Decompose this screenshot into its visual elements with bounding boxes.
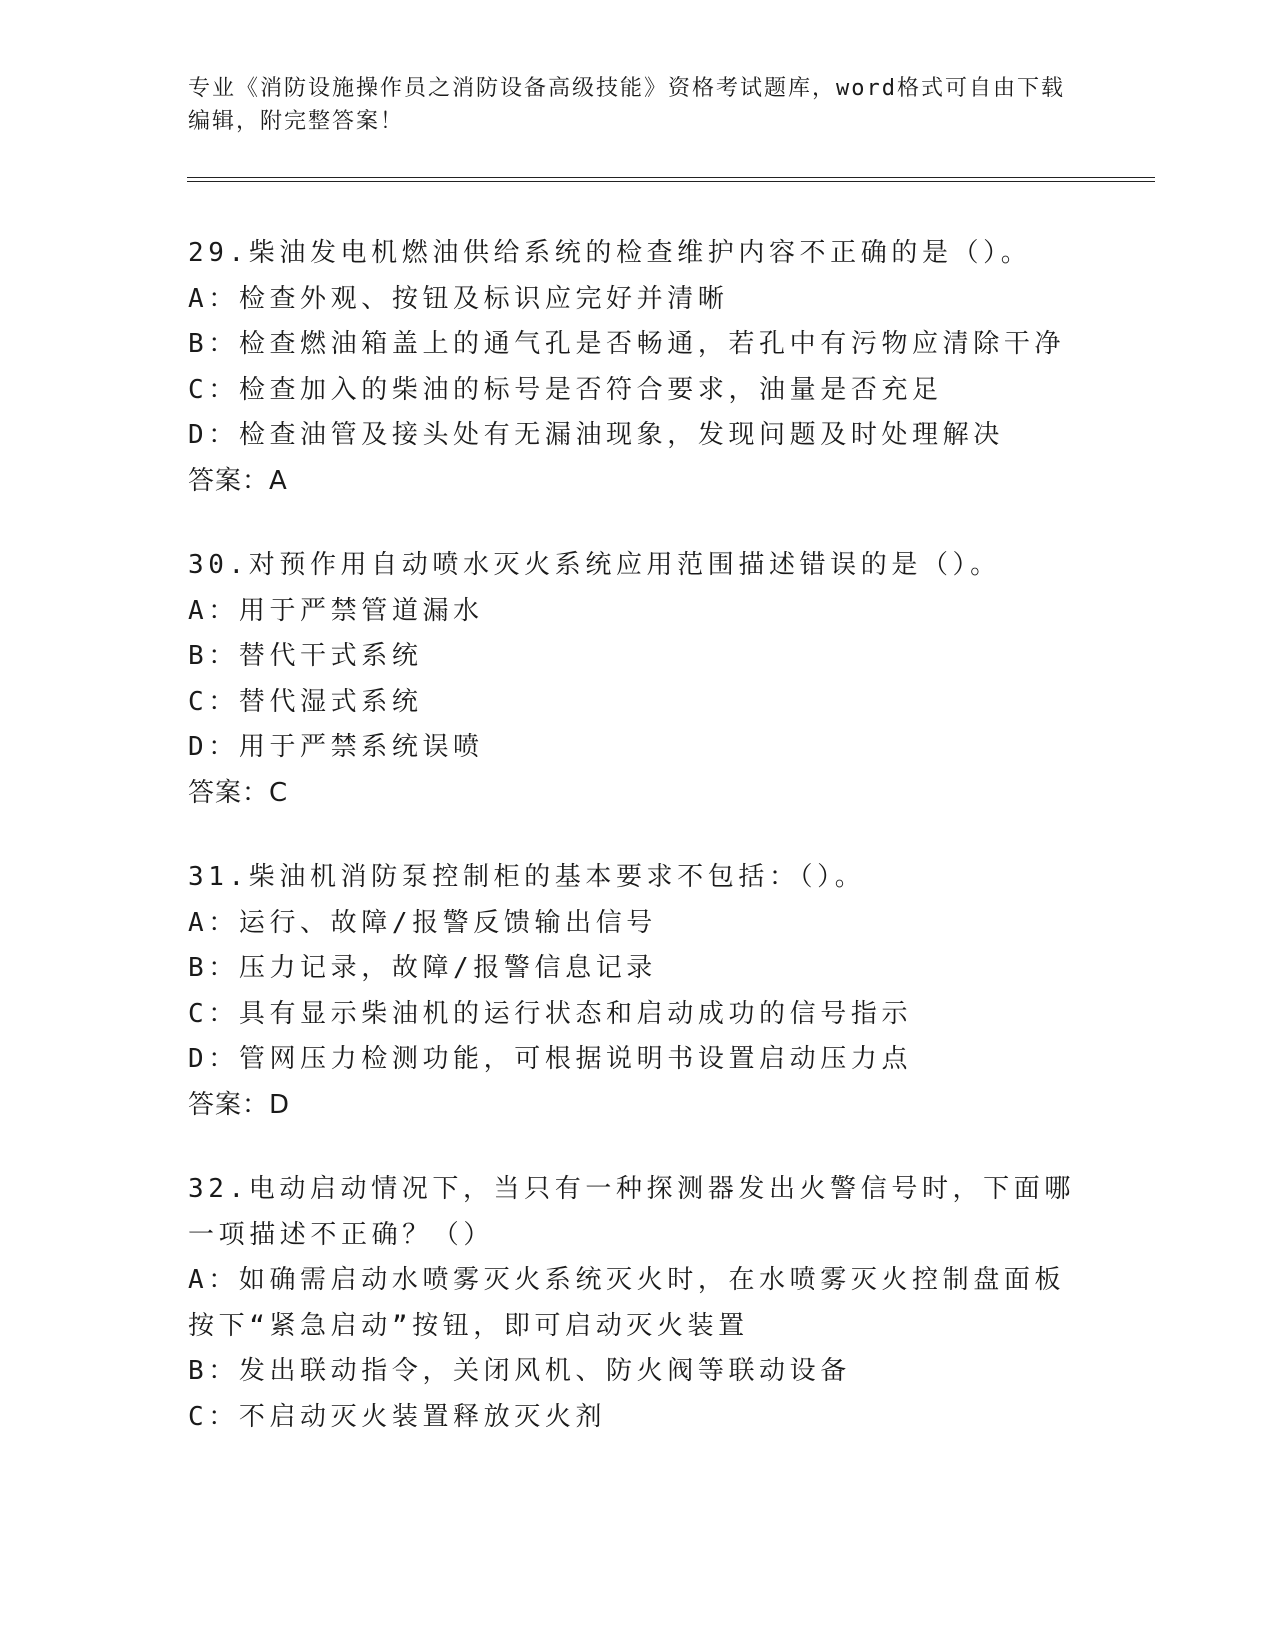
question-list <box>188 231 1088 1479</box>
option-a: A：用于严禁管道漏水 <box>188 595 484 626</box>
question-32 <box>188 1167 1088 1440</box>
question-stem: 32.电动启动情况下，当只有一种探测器发出火警信号时，下面哪一项描述不正确？（） <box>188 1174 1075 1250</box>
document-header: 专业《消防设施操作员之消防设备高级技能》资格考试题库，word格式可自由下载编辑，附完整答案！ <box>188 76 1065 134</box>
option-a: A：运行、故障/报警反馈输出信号 <box>188 907 657 938</box>
question-29 <box>188 231 1088 504</box>
option-c: C：替代湿式系统 <box>188 686 423 717</box>
option-b: B：替代干式系统 <box>188 641 423 671</box>
answer: 答案：A <box>188 465 288 496</box>
option-b: B：检查燃油箱盖上的通气孔是否畅通，若孔中有污物应清除干净 <box>188 329 1066 359</box>
header-divider-bottom <box>187 181 1155 182</box>
option-c: C：检查加入的柴油的标号是否符合要求，油量是否充足 <box>188 374 943 405</box>
option-c: C：具有显示柴油机的运行状态和启动成功的信号指示 <box>188 998 913 1029</box>
option-d: D：管网压力检测功能，可根据说明书设置启动压力点 <box>188 1044 913 1074</box>
answer: 答案：C <box>188 777 289 808</box>
header-divider-top <box>187 177 1155 178</box>
question-stem: 31.柴油机消防泵控制柜的基本要求不包括：（）。 <box>188 862 866 892</box>
option-b: B：压力记录，故障/报警信息记录 <box>188 953 657 983</box>
option-a: A：如确需启动水喷雾灭火系统灭火时，在水喷雾灭火控制盘面板按下“紧急启动”按钮，即可启动灭火装置 <box>188 1265 1066 1341</box>
option-c: C：不启动灭火装置释放灭火剂 <box>188 1401 607 1432</box>
question-31 <box>188 855 1088 1128</box>
question-30 <box>188 543 1088 816</box>
option-a: A：检查外观、按钮及标识应完好并清晰 <box>188 283 729 314</box>
answer: 答案：D <box>188 1089 291 1120</box>
option-b: B：发出联动指令，关闭风机、防火阀等联动设备 <box>188 1356 851 1386</box>
option-d: D：检查油管及接头处有无漏油现象，发现问题及时处理解决 <box>188 420 1004 450</box>
question-stem: 29.柴油发电机燃油供给系统的检查维护内容不正确的是（）。 <box>188 238 1032 268</box>
question-stem: 30.对预作用自动喷水灭火系统应用范围描述错误的是（）。 <box>188 550 1001 580</box>
option-d: D：用于严禁系统误喷 <box>188 732 484 762</box>
